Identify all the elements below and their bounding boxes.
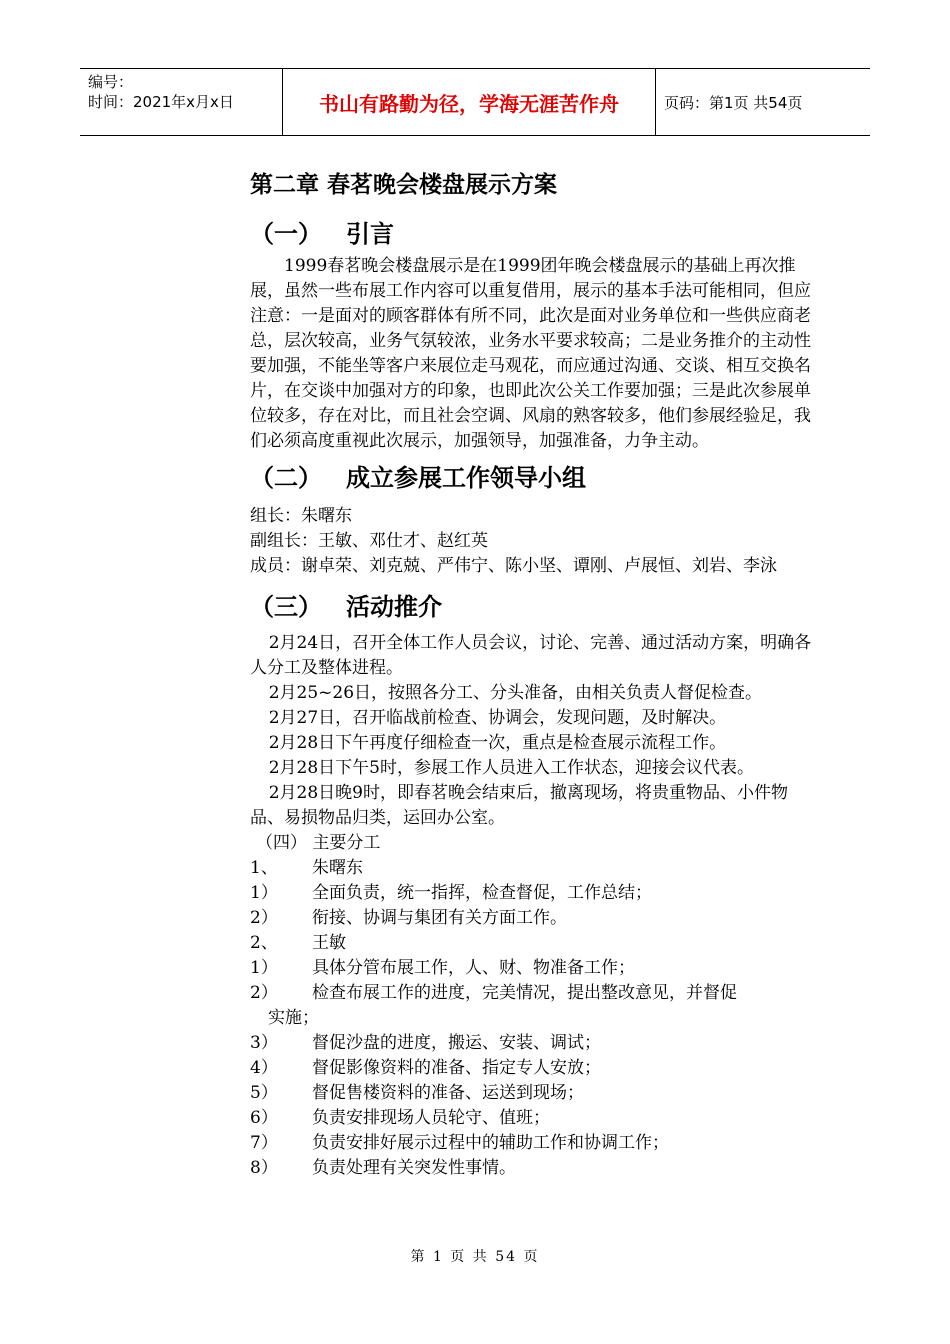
- list-item-text: 衔接、协调与集团有关方面工作。: [312, 908, 567, 928]
- list-item-text: 实施；: [268, 1008, 319, 1028]
- document-date: 时间：2021年x月x日: [88, 93, 234, 111]
- list-item-text: 督促售楼资料的准备、运送到现场；: [312, 1083, 584, 1103]
- team-leader: 组长：朱曙东: [250, 506, 352, 526]
- list-item-number: 3）: [250, 1033, 278, 1053]
- header-page-info: 页码：第1页 共54页: [664, 93, 803, 112]
- chapter-title: 第二章 春茗晚会楼盘展示方案: [250, 172, 558, 198]
- section-number: （一）: [250, 220, 322, 248]
- list-item: [250, 956, 820, 981]
- intro-paragraph: 1999春茗晚会楼盘展示是在1999团年晚会楼盘展示的基础上再次推展，虽然一些布展工作内容可以重复借用，展示的基本手法可能相同，但应注意：一是面对的顾客群体有所不同，此次是面对业务单位和一些供应商老总，层次较高，业务气氛较浓，业务水平要求较高；二是业务推介的主动性要加强，不能坐等客户来展位走马观花，而应通过沟通、交谈、相互交换名片，在交谈中加强对方的印象，也即此次公关工作要加强；三是此次参展单位较多，存在对比，而且社会空调、风扇的熟客较多，他们参展经验足，我们必须高度重视此次展示，加强领导，加强准备，力争主动。: [250, 256, 811, 451]
- section-heading-activities: [250, 587, 820, 627]
- list-item-text: 负责处理有关突发性事情。: [312, 1158, 516, 1178]
- list-item-number: 5）: [250, 1083, 278, 1103]
- section-heading-team: [250, 458, 820, 498]
- list-item-text: 具体分管布展工作，人、财、物准备工作；: [312, 958, 635, 978]
- list-item-number: 2）: [250, 983, 278, 1003]
- list-item-number: 2）: [250, 908, 278, 928]
- list-item-number: 6）: [250, 1108, 278, 1128]
- list-item: [250, 1106, 820, 1131]
- section-title-text: 成立参展工作领导小组: [346, 464, 586, 492]
- event-item: 2月28日晚9时，即春茗晚会结束后，撤离现场，将贵重物品、小件物品、易损物品归类，运回办公室。: [250, 783, 788, 828]
- list-item-text: 王敏: [312, 933, 346, 953]
- event-item: 2月28日下午5时，参展工作人员进入工作状态，迎接会议代表。: [268, 758, 754, 778]
- event-item: 2月25~26日，按照各分工、分头准备，由相关负责人督促检查。: [268, 683, 763, 703]
- list-item-text: 负责安排现场人员轮守、值班；: [312, 1108, 550, 1128]
- document-number-label: 编号：: [88, 73, 134, 91]
- section-heading-intro: [250, 214, 820, 254]
- list-item-text: 督促影像资料的准备、指定专人安放；: [312, 1058, 601, 1078]
- list-item-text: 全面负责，统一指挥，检查督促，工作总结；: [312, 883, 652, 903]
- section-title-text: 引言: [346, 220, 394, 248]
- list-item-text: 负责安排好展示过程中的辅助工作和协调工作；: [312, 1133, 669, 1153]
- list-item: [250, 931, 820, 956]
- event-item: 2月24日，召开全体工作人员会议，讨论、完善、通过活动方案，明确各人分工及整体进程。: [250, 633, 812, 678]
- list-item-text: 朱曙东: [312, 858, 363, 878]
- list-item-text: 督促沙盘的进度，搬运、安装、调试；: [312, 1033, 601, 1053]
- section-number: （二）: [250, 464, 322, 492]
- list-item-number: 7）: [250, 1133, 278, 1153]
- list-item-number: [250, 1006, 268, 1031]
- page-footer: 第 1 页 共 54 页: [410, 1249, 540, 1265]
- list-item: [250, 1131, 820, 1156]
- list-item: [250, 856, 820, 881]
- section-title-text: 活动推介: [346, 593, 442, 621]
- division-list: [250, 856, 820, 1181]
- list-item: [250, 981, 820, 1006]
- list-item: [250, 1081, 820, 1106]
- header-motto: 书山有路勤为径，学海无涯苦作舟: [282, 69, 656, 135]
- list-item: [250, 1056, 820, 1081]
- list-item: [250, 881, 820, 906]
- list-item-continuation: [250, 1006, 820, 1031]
- event-item: 2月28日下午再度仔细检查一次，重点是检查展示流程工作。: [268, 733, 727, 753]
- event-item: 2月27日，召开临战前检查、协调会，发现问题，及时解决。: [268, 708, 727, 728]
- list-item-number: 1）: [250, 883, 278, 903]
- list-item-number: 2、: [250, 933, 278, 953]
- document-body: [250, 168, 820, 1181]
- page-header: [80, 68, 870, 136]
- team-members: 成员：谢卓荣、刘克兢、严伟宁、陈小坚、谭刚、卢展恒、刘岩、李泳: [250, 556, 777, 576]
- list-item: [250, 1156, 820, 1181]
- list-item: [250, 1031, 820, 1056]
- list-item-number: 8）: [250, 1158, 278, 1178]
- team-deputy: 副组长：王敏、邓仕才、赵红英: [250, 531, 488, 551]
- list-item-number: 1、: [250, 858, 278, 878]
- list-item: [250, 906, 820, 931]
- section-number: （三）: [250, 593, 322, 621]
- header-left-cell: [80, 69, 282, 135]
- division-heading: （四） 主要分工: [256, 833, 381, 853]
- list-item-number: 4）: [250, 1058, 278, 1078]
- list-item-number: 1）: [250, 958, 278, 978]
- list-item-text: 检查布展工作的进度，完美情况，提出整改意见，并督促: [312, 983, 737, 1003]
